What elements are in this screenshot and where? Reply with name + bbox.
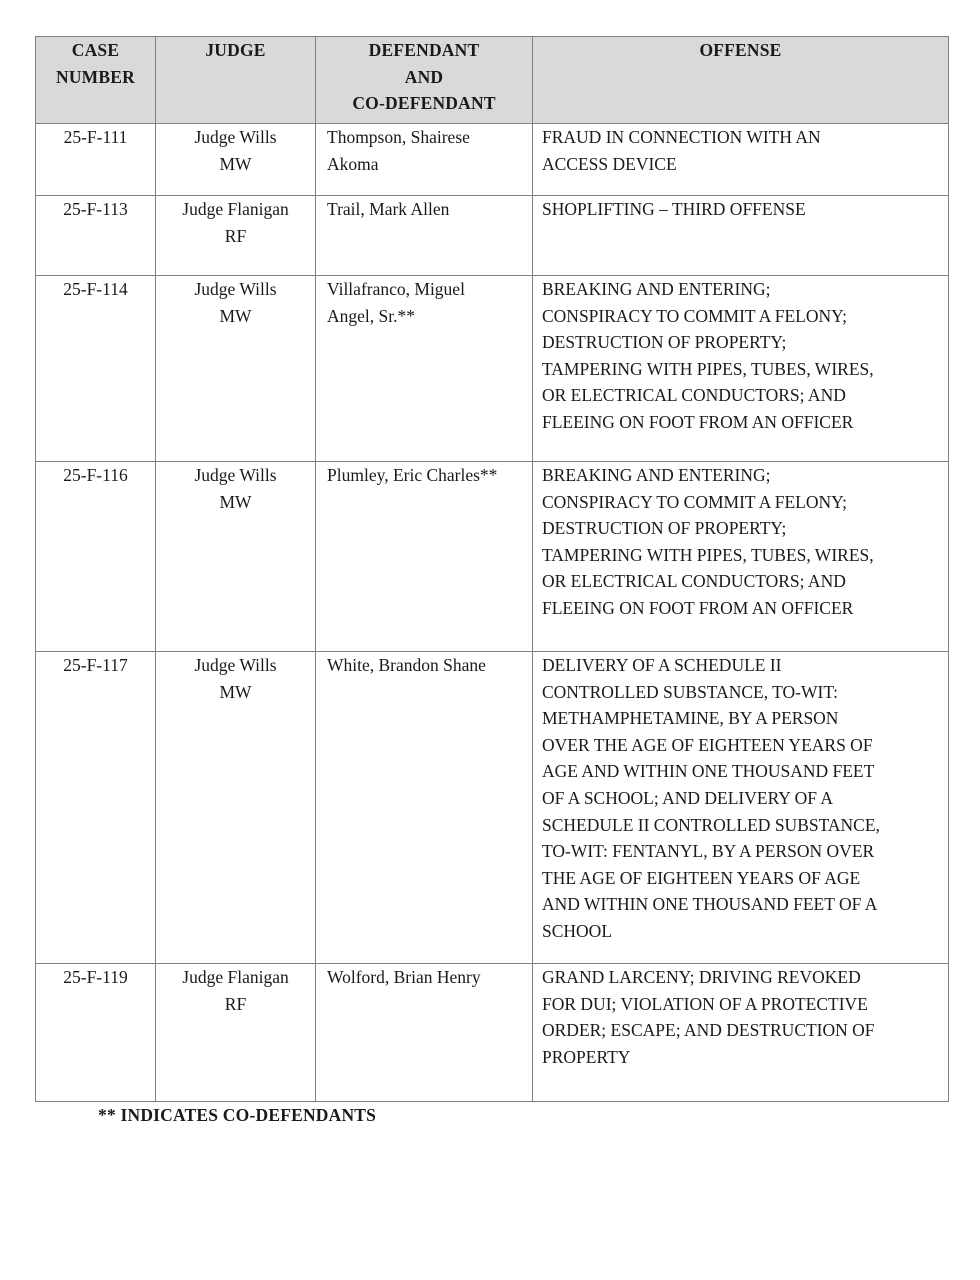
co-defendant-footnote: ** INDICATES CO-DEFENDANTS [98, 1105, 377, 1125]
judge-line: Judge Wills [194, 279, 277, 299]
judge-line: Judge Flanigan [182, 967, 289, 987]
criminal-docket-table [35, 36, 949, 1102]
offense-line: SCHEDULE II CONTROLLED SUBSTANCE, [542, 814, 880, 835]
judge-line: RF [224, 225, 247, 246]
judge-line: Judge Flanigan [182, 199, 289, 219]
offense-line: ORDER; ESCAPE; AND DESTRUCTION OF [542, 1020, 875, 1041]
cell-judge [156, 964, 316, 1102]
cell-offense [533, 652, 949, 964]
cell-judge [156, 462, 316, 652]
offense-line: SCHOOL [542, 920, 613, 941]
cell-judge [156, 196, 316, 276]
table-row [36, 196, 949, 276]
offense-line: DESTRUCTION OF PROPERTY; [542, 332, 787, 353]
offense-line: OR ELECTRICAL CONDUCTORS; AND [542, 385, 846, 406]
offense-line: CONTROLLED SUBSTANCE, TO-WIT: [542, 681, 839, 702]
judge-line: RF [224, 993, 247, 1014]
offense-line: CONSPIRACY TO COMMIT A FELONY; [542, 305, 848, 326]
cell-judge [156, 652, 316, 964]
cell-offense [533, 276, 949, 462]
offense-line: ACCESS DEVICE [542, 153, 677, 174]
cell-case-number: 25-F-116 [36, 462, 156, 652]
cell-defendant [316, 196, 533, 276]
judge-line: Judge Wills [194, 655, 277, 675]
cell-case-number: 25-F-114 [36, 276, 156, 462]
offense-line: FLEEING ON FOOT FROM AN OFFICER [542, 597, 854, 618]
offense-line: PROPERTY [542, 1046, 631, 1067]
cell-defendant [316, 124, 533, 196]
cell-case-number: 25-F-111 [36, 124, 156, 196]
offense-line: TO-WIT: FENTANYL, BY A PERSON OVER [542, 841, 875, 862]
defendant-line: White, Brandon Shane [327, 655, 486, 675]
offense-line: OF A SCHOOL; AND DELIVERY OF A [542, 787, 834, 808]
column-header-offense [533, 37, 949, 124]
cell-defendant [316, 964, 533, 1102]
cell-offense [533, 124, 949, 196]
cell-defendant [316, 652, 533, 964]
defendant-line: Plumley, Eric Charles** [327, 465, 498, 485]
defendant-line: Akoma [327, 153, 379, 174]
offense-line: TAMPERING WITH PIPES, TUBES, WIRES, [542, 544, 874, 565]
table-row [36, 462, 949, 652]
judge-line: MW [219, 153, 252, 174]
cell-offense [533, 462, 949, 652]
offense-line: CONSPIRACY TO COMMIT A FELONY; [542, 491, 848, 512]
offense-line: AGE AND WITHIN ONE THOUSAND FEET [542, 761, 875, 782]
cell-case-number: 25-F-113 [36, 196, 156, 276]
header-row [36, 37, 949, 124]
defendant-line: Angel, Sr.** [327, 305, 415, 326]
table-row [36, 964, 949, 1102]
header-line: CASE [71, 40, 120, 60]
cell-defendant [316, 276, 533, 462]
column-header-defendant [316, 37, 533, 124]
offense-line: BREAKING AND ENTERING; [542, 465, 771, 485]
offense-line: BREAKING AND ENTERING; [542, 279, 771, 299]
judge-line: Judge Wills [194, 127, 277, 147]
header-line: NUMBER [56, 66, 135, 87]
table-row [36, 124, 949, 196]
cell-offense [533, 196, 949, 276]
table-row [36, 276, 949, 462]
offense-line: METHAMPHETAMINE, BY A PERSON [542, 708, 839, 729]
offense-line: TAMPERING WITH PIPES, TUBES, WIRES, [542, 358, 874, 379]
offense-line: FLEEING ON FOOT FROM AN OFFICER [542, 411, 854, 432]
judge-line: MW [219, 305, 252, 326]
cell-judge [156, 124, 316, 196]
header-line: OFFENSE [699, 40, 782, 60]
header-line: AND [404, 66, 444, 87]
judge-line: MW [219, 681, 252, 702]
offense-line: FRAUD IN CONNECTION WITH AN [542, 127, 821, 147]
judge-line: MW [219, 491, 252, 512]
offense-line: GRAND LARCENY; DRIVING REVOKED [542, 967, 861, 987]
offense-line: THE AGE OF EIGHTEEN YEARS OF AGE [542, 867, 861, 888]
offense-line: DELIVERY OF A SCHEDULE II [542, 655, 782, 675]
judge-line: Judge Wills [194, 465, 277, 485]
offense-line: OR ELECTRICAL CONDUCTORS; AND [542, 571, 846, 592]
column-header-judge [156, 37, 316, 124]
header-line: DEFENDANT [368, 40, 480, 60]
cell-offense [533, 964, 949, 1102]
cell-judge [156, 276, 316, 462]
table-row [36, 652, 949, 964]
header-line: CO-DEFENDANT [352, 93, 496, 114]
offense-line: OVER THE AGE OF EIGHTEEN YEARS OF [542, 734, 873, 755]
defendant-line: Trail, Mark Allen [327, 199, 450, 219]
offense-line: FOR DUI; VIOLATION OF A PROTECTIVE [542, 993, 868, 1014]
table-body [36, 124, 949, 1102]
header-line: JUDGE [205, 40, 266, 60]
column-header-case-number [36, 37, 156, 124]
offense-line: SHOPLIFTING – THIRD OFFENSE [542, 199, 806, 219]
table-header [36, 37, 949, 124]
defendant-line: Thompson, Shairese [327, 127, 470, 147]
offense-line: AND WITHIN ONE THOUSAND FEET OF A [542, 894, 878, 915]
defendant-line: Wolford, Brian Henry [327, 967, 481, 987]
cell-defendant [316, 462, 533, 652]
cell-case-number: 25-F-117 [36, 652, 156, 964]
cell-case-number: 25-F-119 [36, 964, 156, 1102]
offense-line: DESTRUCTION OF PROPERTY; [542, 518, 787, 539]
defendant-line: Villafranco, Miguel [327, 279, 465, 299]
